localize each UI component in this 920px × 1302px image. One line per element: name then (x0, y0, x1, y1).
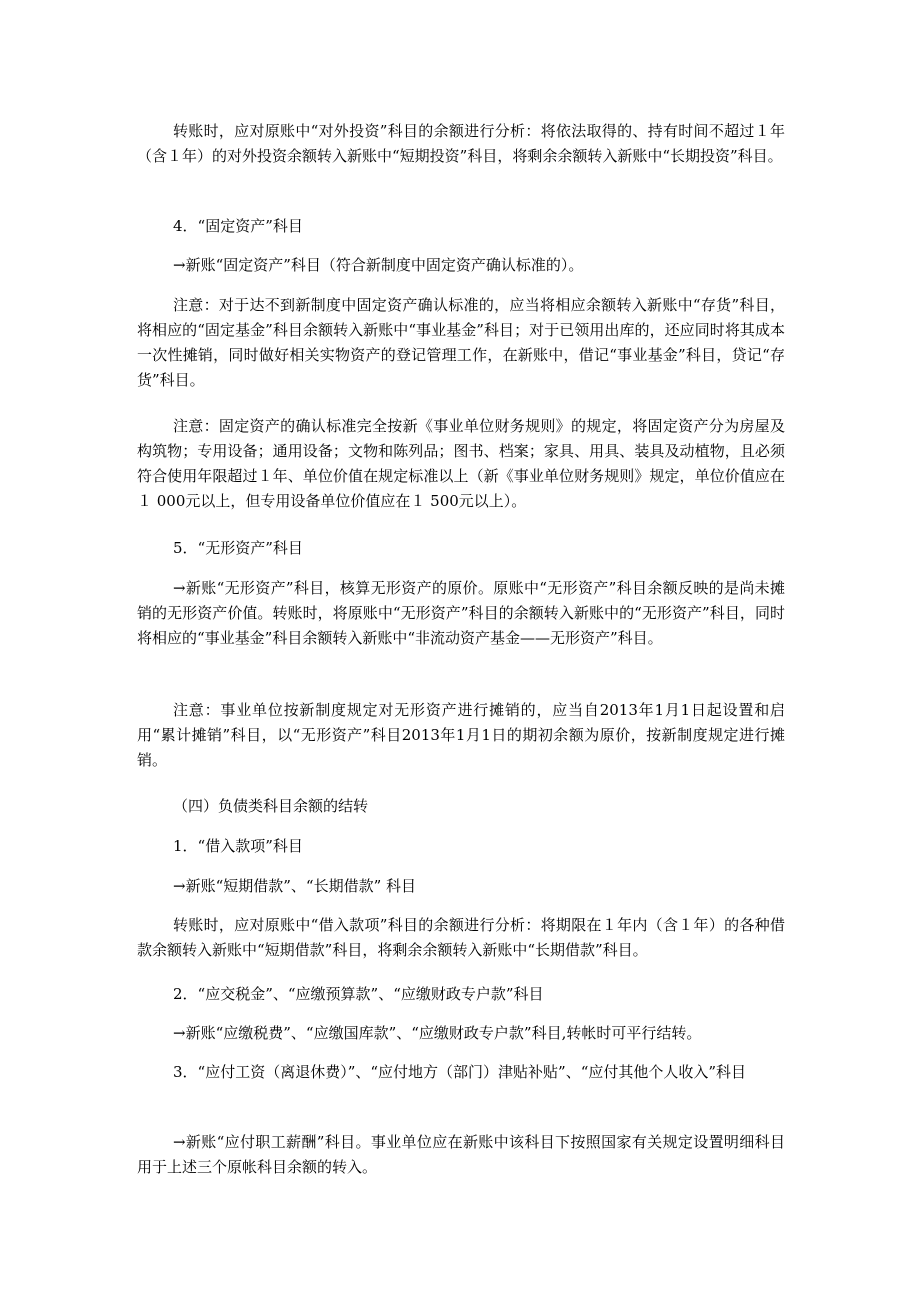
paragraph-employee-compensation: →新账“应付职工薪酬”科目。事业单位应在新账中该科目下按照国家有关规定设置明细科目用于上述三个原帐科目余额的转入。 (137, 1133, 785, 1176)
paragraph-taxes-new-account: →新账“应缴税费”、“应缴国库款”、“应缴财政专户款”科目,转帐时可平行结转。 (173, 1024, 702, 1042)
paragraph-fixed-assets-new-account: →新账“固定资产”科目（符合新制度中固定资产确认标准的）。 (173, 256, 584, 274)
heading-borrowed-funds: 1．“借入款项”科目 (173, 837, 303, 855)
heading-fixed-assets: 4．“固定资产”科目 (173, 217, 303, 235)
paragraph-borrowings-new-account: →新账“短期借款”、“长期借款” 科目 (173, 877, 417, 895)
paragraph-fixed-assets-standard-note: 注意：固定资产的确认标准完全按新《事业单位财务规则》的规定，将固定资产分为房屋及构筑物；专用设备；通用设备；文物和陈列品；图书、档案；家具、用具、装具及动植物，且必须符合使用年限超过１年、单位价值在规定标准以上（新《事业单位财务规则》规定，单位价值应在１ 000元以上，但专用设备单位价值应在１ 500元以上）。 (137, 417, 785, 510)
paragraph-foreign-investment-transfer: 转账时，应对原账中“对外投资”科目的余额进行分析：将依法取得的、持有时间不超过１年（含１年）的对外投资余额转入新账中“短期投资”科目，将剩余余额转入新账中“长期投资”科目。 (137, 122, 785, 165)
heading-liabilities: （四）负债类科目余额的结转 (173, 797, 369, 815)
heading-taxes-payable: 2．“应交税金”、“应缴预算款”、“应缴财政专户款”科目 (173, 985, 544, 1003)
heading-intangible-assets: 5．“无形资产”科目 (173, 539, 303, 557)
paragraph-borrowings-transfer: 转账时，应对原账中“借入款项”科目的余额进行分析：将期限在１年内（含１年）的各种借款余额转入新账中“短期借款”科目，将剩余余额转入新账中“长期借款”科目。 (137, 916, 785, 959)
paragraph-intangible-assets-new-account: →新账“无形资产”科目，核算无形资产的原价。原账中“无形资产”科目余额反映的是尚未摊销的无形资产价值。转账时，将原账中“无形资产”科目的余额转入新账中的“无形资产”科目，同时将相应的“事业基金”科目余额转入新账中“非流动资产基金——无形资产”科目。 (137, 579, 785, 647)
paragraph-intangible-assets-note: 注意：事业单位按新制度规定对无形资产进行摊销的，应当自2013年1月1日起设置和启用“累计摊销”科目，以“无形资产”科目2013年1月1日的期初余额为原价，按新制度规定进行摊销。 (137, 701, 785, 769)
heading-wages-payable: 3．“应付工资（离退休费）”、“应付地方（部门）津贴补贴”、“应付其他个人收入”科目 (173, 1063, 747, 1081)
paragraph-fixed-assets-note: 注意：对于达不到新制度中固定资产确认标准的，应当将相应余额转入新账中“存货”科目，将相应的“固定基金”科目余额转入新账中“事业基金”科目；对于已领用出库的，还应同时将其成本一次性摊销，同时做好相关实物资产的登记管理工作，在新账中，借记“事业基金”科目，贷记“存货”科目。 (137, 296, 785, 389)
